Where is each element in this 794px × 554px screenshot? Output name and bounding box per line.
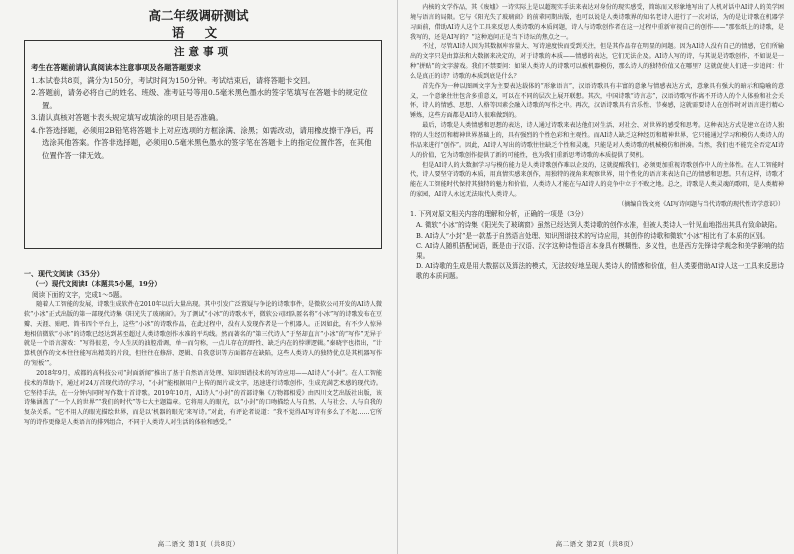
passage-paragraph: 内核的文学作品，其《废墟》一诗实际上是以超现实手法来表达对身份的现实感受，简练而又形象地写出了人机对话中AI诗人的美学困境与语言的局限。它与《阳光失了玻璃窗》的前辈同期出版，也可以说是人类诗歌界的知名老诗人进行了一次对话，为的是让诗歌在机器学习面前，借助AI诗人这个工具来反思人类诗歌的本质问题，诗人与诗歌创作者在这一过程中重新审视自己的创作——“那张纸上的诗歌，是我写的，还是AI写的？”这种追问正是当下诗坛的焦点之一。: [410, 4, 784, 41]
section-title: 一、现代文阅读（35分）: [24, 269, 104, 278]
question-stem: 1. 下列对原文相关内容的理解和分析，正确的一项是（3分）: [410, 210, 588, 219]
notice-box: [24, 40, 382, 249]
notice-intro: 考生在答题前请认真阅读本注意事项及各题答题要求: [31, 63, 201, 72]
passage-paragraph: 但是AI诗人的大数据学习与模仿能力是人类诗歌创作难以企及的，这就提醒我们，必须更加重视诗歌创作中人的主体性。在人工智能时代，诗人要坚守诗歌的本质，用真情实感来创作，用独特的视角来观察世界，用个性化的语言来表达自己的情感和思想。只有这样，诗歌才能在人工智能时代保持其独特的魅力和价值，人类诗人才能在与AI诗人的竞争中立于不败之地。总之，诗歌是人类灵魂的歌唱，是人类精神的家园，AI诗人永远无法取代人类诗人。: [410, 161, 784, 199]
passage-paragraph: 首先作为一种以图画文字为主要表达载体的“形象语言”，汉语诗歌具有丰富的意象与情感表达方式，意象具有强大的暗示和隐喻的意义，一个意象往往包含多重意义，可以在不同的层次上展开联想。其次，中国诗歌“诗言志”，汉语诗歌写作离不开诗人的个人体验和社会关怀，诗人的情感、思想、人格等因素会融入诗歌的写作之中。再次，汉语诗歌具有音乐性、节奏感，这就需要诗人在创作时对语言进行精心锤炼，这些方面都是AI诗人很难做到的。: [410, 82, 784, 120]
passage-paragraph: 2018年9月，成都的高科技公司“封面新闻”推出了基于自然语言处理、知识图谱技术的写诗应用——AI诗人“小封”。在人工智能技术的帮助下，通过对24万首现代诗的学习，“小封”能根据用户上传的图片或文字，迅速进行诗歌创作，生成充满艺术感的现代诗。它坚持手法，在一分钟内同时写作数十首诗歌。2019年10月，AI诗人“小封”的首部诗集《万物都相爱》由四川文艺出版社出版，该诗集涵盖了“一个人的世界”“我们的时代”等七大主题篇章。它将用人的眼光，以“小封”的口吻描绘人与自然、人与社会、人与自我的复杂关系。“它不用人的眼光描绘世界，而是以‘机器的眼光’来写诗。”对此，有评论者说道：“我不觉得AI写诗有多么了不起……它所写的诗作更像是人类语言的排列组合，不同于人类诗人对生活的体验和感受。”: [24, 369, 382, 427]
reading-passage-right: [410, 3, 784, 282]
passage-paragraph: 随着人工智能的发展，诗歌生成软件在2010年以后大量出现。其中引发广泛置疑与争论的诗歌事件，是微软公司开发的AI诗人微软“小冰”正式出版的第一部现代诗集《阳光失了玻璃窗》。为了测试“小冰”的诗歌水平，微软公司团队匿名将“小冰”写的诗歌发布在豆瓣、天涯、贴吧、简书四个平台上，这些“小冰”的诗歌作品，在此过程中，没有人发现作者是一个机器人。正因如此，有不少人惊异地相信微软“小冰”的诗歌已经达到甚至超过人类诗歌创作水准的平均线。然而著名的“第三代诗人”于坚却直言“小冰”的“写作”无异于就是一个语言游戏：“写得很差，令人生厌的油腔滑调，单一而匀称，一点儿存在的野性、缺乏内在的悖谬逻辑。”秦晓宇也指出，“计算机创作的文本往往能写出精美的片段，但往往在修辞、逻辑、自我意识等方面都存在缺陷，这些人类诗人的独特优点是其机器写作的‘短板’”。: [24, 301, 382, 368]
reading-passage-left: [24, 268, 382, 428]
subject-title: 语 文: [171, 25, 226, 40]
reading-instruction: 阅读下面的文字，完成1～5题。: [32, 290, 127, 299]
question-option-a: A. 微软“小冰”的诗集《阳光失了玻璃窗》虽然已经达到人类诗歌的创作水准，但被人类诗人一针见血地指出其具有致命缺陷。: [416, 221, 782, 230]
exam-page-2: [397, 0, 794, 554]
notice-title: 注意事项: [174, 46, 232, 58]
notice-item: 3.请认真核对答题卡表头规定填写或填涂的项目是否准确。: [31, 113, 223, 123]
question-option-b: B. AI诗人“小封”是一款基于自然语言处理、知识图谱技术的写诗应用，其创作的诗歌和微软“小冰”相比有了本质的区别。: [416, 231, 769, 240]
passage-paragraph: 最后，诗歌是人类情感和思想的表达，诗人通过诗歌来表达他们对生活、对社会、对世界的感受和思考。这种表达方式是建立在诗人独特的人生经历和精神世界基础上的，具有强烈的个性色彩和主观性。而AI诗人缺乏这种经历和精神世界，它只能通过学习和模仿人类诗人的作品来进行“创作”。因此，AI诗人写出的诗歌往往缺乏个性和灵魂，只能是对人类诗歌的机械模仿和拼凑。当然，我们也不能完全否定AI诗人的价值，它为诗歌创作提供了新的可能性，也为我们重新思考诗歌的本质提供了契机。: [410, 122, 784, 159]
question-option-c: C. AI诗人随机搭配词语，既是由于汉语、汉字这种诗性语言本身具有模糊性、多义性，也是西方先锋诗学观念和美学影响的结果。: [416, 241, 784, 260]
page-footer: 高二语文 第2页（共8页）: [555, 540, 638, 548]
notice-item: 1.本试卷共8页，满分为150分，考试时间为150分钟。考试结束后，请将答题卡交回。: [31, 75, 315, 85]
passage-source: （摘编自钱文亮《AI写诗问题与当代诗歌的现代性诗学意识》）: [618, 200, 784, 208]
notice-item: 2.答题前，请务必将自己的姓名、班级、准考证号等用0.5毫米黑色墨水的签字笔填写在答题卡的规定位置。: [31, 88, 368, 110]
subsection-title: （一）现代文阅读Ⅰ（本题共5小题，19分）: [32, 280, 161, 288]
exam-title: 高二年级调研测试: [148, 8, 249, 23]
page-footer: 高二语文 第1页（共8页）: [157, 540, 240, 548]
passage-paragraph: 不过，尽管AI诗人因为其数据库容量大、写诗速度快而受到关注，但是其作品存在明显的问题。因为AI诗人没有自己的情感，它们所输出的文字只是由算法和大数据来决定的，对于诗歌的本质——情感的表达，它们无法企及。AI诗人写的诗，与其说是诗歌创作，不如说是一种“拼贴”的文字游戏。我们不禁要问：如果人类诗人的诗歌可以被机器模仿，那么诗人的独特价值又在哪里？这就促使人们进一步追问：什么是真正的诗？诗歌的本质到底是什么？: [410, 43, 784, 80]
notice-item: 4.作答选择题，必须用2B铅笔将答题卡上对应选项的方框涂满、涂黑；如需改动，请用橡皮擦干净后，再选涂其他答案。作答非选择题，必须用0.5毫米黑色墨水的签字笔在答题卡上的指定位置作答，在其他位置作答一律无效。: [31, 125, 374, 161]
question-option-d: D. AI诗歌的生成是用大数据以及算法的模式，无法较好地呈现人类诗人的情感和价值，但人类要借助AI诗人这一工具来反思诗歌的本质问题。: [416, 262, 784, 281]
